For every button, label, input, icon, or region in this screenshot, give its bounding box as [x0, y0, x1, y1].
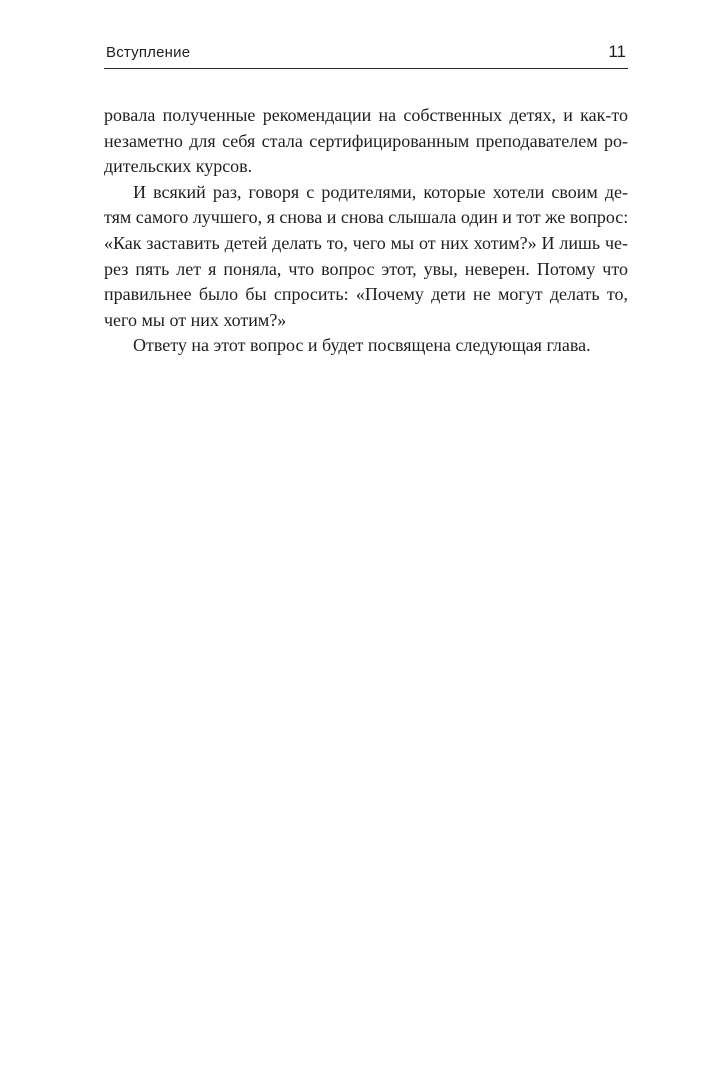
paragraph-1	[104, 103, 628, 180]
running-header	[104, 42, 628, 69]
text-line: ровала полученные рекомендации на собственных детях, и как-то	[104, 105, 628, 125]
text-line: Ответу на этот вопрос и будет посвящена следующая глава.	[133, 335, 591, 356]
body-text	[104, 103, 628, 359]
text-line: И всякий раз, говоря с родителями, которые хотели своим де-	[133, 181, 628, 202]
text-line: рез пять лет я поняла, что вопрос этот, увы, неверен. Потому что	[104, 258, 628, 279]
page-number: 11	[608, 42, 626, 61]
text-line: чего мы от них хотим?»	[104, 309, 287, 330]
text-line: дительских курсов.	[104, 156, 253, 177]
paragraph-2	[104, 180, 628, 334]
text-line: «Как заставить детей делать то, чего мы от них хотим?» И лишь че-	[104, 232, 628, 253]
text-line: правильнее было бы спросить: «Почему дети не могут делать то,	[104, 284, 628, 305]
text-line: незаметно для себя стала сертифицированным преподавателем ро-	[104, 130, 628, 151]
text-line: тям самого лучшего, я снова и снова слышала один и тот же вопрос:	[104, 207, 629, 228]
paragraph-3	[104, 333, 628, 359]
section-title: Вступление	[106, 44, 191, 61]
